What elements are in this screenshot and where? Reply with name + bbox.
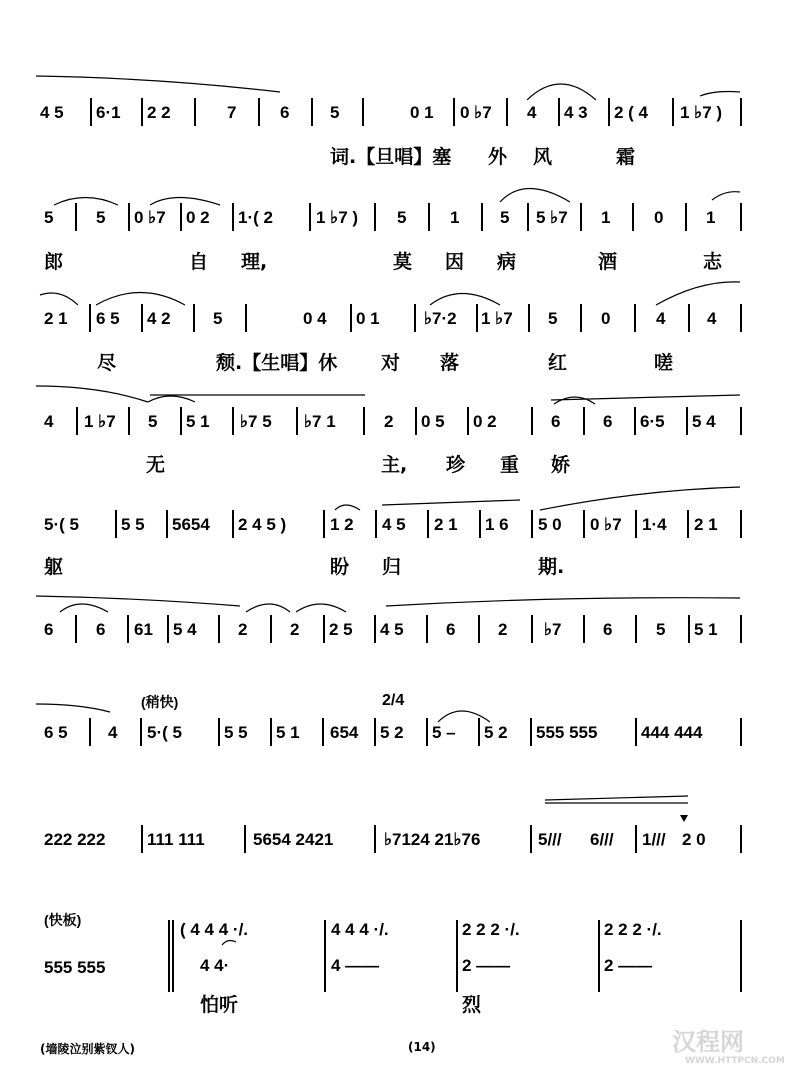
note-group: 5 bbox=[656, 620, 666, 639]
note-group: 6 bbox=[44, 620, 54, 639]
lyric: 理, bbox=[241, 251, 268, 273]
note-group: 555 555 bbox=[536, 723, 598, 742]
note-group: 1 ♭7 ) bbox=[680, 103, 723, 122]
note-group: 111 111 bbox=[147, 830, 205, 849]
time-signature: 2/4 bbox=[382, 692, 405, 709]
lyric: 红 bbox=[548, 352, 568, 374]
note-group: 5 – bbox=[432, 723, 456, 742]
note-group: 5 4 bbox=[692, 412, 716, 431]
note-group: 1 2 bbox=[330, 515, 354, 534]
page-number: (14) bbox=[408, 1040, 436, 1054]
note-group: 0 ♭7 bbox=[460, 103, 492, 122]
note-group: 5 bbox=[500, 208, 510, 227]
note-group: 1/// bbox=[642, 830, 666, 849]
lyric: 盼 bbox=[330, 556, 350, 578]
lyric: 无 bbox=[146, 454, 166, 476]
lyric: 烈 bbox=[462, 994, 482, 1016]
note-group: 2 2 2 ·/. bbox=[462, 920, 520, 939]
note-group: 0 1 bbox=[410, 103, 434, 122]
note-group: 6 bbox=[280, 103, 290, 122]
note-group: 5 5 bbox=[224, 723, 248, 742]
note-group: 1 bbox=[706, 208, 716, 227]
lyric: 期. bbox=[538, 556, 565, 578]
note-group: ♭7 5 bbox=[240, 412, 272, 431]
note-group: 0 ♭7 bbox=[590, 515, 622, 534]
note-group: 2 bbox=[290, 620, 300, 639]
lyric: 珍 bbox=[446, 454, 466, 476]
note-group: 4 4 4 ·/. bbox=[331, 920, 389, 939]
note-group: ( 4 4 4 ·/. bbox=[180, 920, 249, 939]
note-group: 2 2 bbox=[147, 103, 171, 122]
lyric: 嗟 bbox=[654, 352, 674, 374]
lyric: 颓.【生唱】休 bbox=[216, 352, 338, 374]
note-group: 5 bbox=[96, 208, 106, 227]
note-group: ♭7124 21♭76 bbox=[384, 830, 481, 849]
note-group: 5 bbox=[330, 103, 340, 122]
note-group: 444 444 bbox=[641, 723, 703, 742]
note-group: 6 bbox=[551, 412, 561, 431]
note-group: 2 bbox=[384, 412, 394, 431]
note-group: 2 bbox=[498, 620, 508, 639]
note-group: 0 2 bbox=[473, 412, 497, 431]
note-group: 2 ( 4 bbox=[614, 103, 649, 122]
lyric: 主, bbox=[381, 454, 408, 476]
note-group: 2 —— bbox=[462, 956, 511, 975]
note-group: 2 1 bbox=[694, 515, 718, 534]
note-group: 5 ♭7 bbox=[536, 208, 568, 227]
note-group: 5 2 bbox=[484, 723, 508, 742]
note-group: 4 bbox=[656, 309, 666, 328]
lyric: 酒 bbox=[598, 251, 618, 273]
note-group: 6 bbox=[96, 620, 106, 639]
note-group: 6·1 bbox=[96, 103, 121, 122]
note-group: 5 1 bbox=[186, 412, 210, 431]
note-group: 1 bbox=[450, 208, 460, 227]
lyric: 尽 bbox=[97, 352, 117, 374]
note-group: 5 bbox=[148, 412, 158, 431]
note-group: 6 bbox=[603, 412, 613, 431]
note-group: 1 ♭7 bbox=[481, 309, 513, 328]
note-group: 2 0 bbox=[682, 830, 706, 849]
tempo-marking: (快板) bbox=[44, 912, 82, 928]
note-group: 0 5 bbox=[421, 412, 445, 431]
note-group: 0 bbox=[601, 309, 611, 328]
note-group: 1·4 bbox=[642, 515, 667, 534]
note-group: 1·( 2 bbox=[238, 208, 273, 227]
note-group: 2 bbox=[238, 620, 248, 639]
note-group: 61 bbox=[134, 620, 153, 639]
note-group: 4 bbox=[527, 103, 537, 122]
note-group: 6·5 bbox=[640, 412, 665, 431]
lyric: 躯 bbox=[44, 556, 64, 578]
note-group: 555 555 bbox=[44, 958, 106, 977]
note-group: 1 6 bbox=[485, 515, 509, 534]
note-group: ♭7 1 bbox=[304, 412, 336, 431]
note-group: 654 bbox=[330, 723, 359, 742]
lyric: 郎 bbox=[44, 251, 64, 273]
note-group: 5·( 5 bbox=[44, 515, 79, 534]
note-group: 4 bbox=[44, 412, 54, 431]
note-group: 5 0 bbox=[538, 515, 562, 534]
note-group: 5 bbox=[44, 208, 54, 227]
note-group: 6 5 bbox=[96, 309, 120, 328]
lyric: 怕听 bbox=[200, 994, 239, 1016]
note-group: 6 5 bbox=[44, 723, 68, 742]
note-group: 0 4 bbox=[303, 309, 327, 328]
note-group: 4 5 bbox=[40, 103, 64, 122]
lyric: 自 bbox=[189, 251, 209, 273]
note-group: 5654 bbox=[172, 515, 210, 534]
note-group: 2 4 5 ) bbox=[238, 515, 287, 534]
note-group: 5 5 bbox=[121, 515, 145, 534]
note-group: 5654 2421 bbox=[253, 830, 334, 849]
note-group: 0 bbox=[654, 208, 664, 227]
note-group: ♭7·2 bbox=[424, 309, 457, 328]
note-group: 2 —— bbox=[604, 956, 653, 975]
note-group: 6/// bbox=[590, 830, 614, 849]
watermark-url: WWW.HTTPCN.COM bbox=[685, 1056, 785, 1066]
note-group: 7 bbox=[227, 103, 237, 122]
note-group: 5 bbox=[548, 309, 558, 328]
note-group: 0 2 bbox=[186, 208, 210, 227]
note-group: 1 ♭7 ) bbox=[316, 208, 359, 227]
note-group: 5 1 bbox=[276, 723, 300, 742]
note-group: 6 bbox=[446, 620, 456, 639]
note-group: 4 5 bbox=[380, 620, 404, 639]
note-group: 5 1 bbox=[694, 620, 718, 639]
note-group: 2 5 bbox=[329, 620, 353, 639]
note-group: 5 2 bbox=[380, 723, 404, 742]
note-group: 222 222 bbox=[44, 830, 106, 849]
note-group: 4 5 bbox=[382, 515, 406, 534]
lyric: 对 bbox=[381, 352, 401, 374]
note-group: 4 —— bbox=[331, 956, 380, 975]
note-group: 6 bbox=[603, 620, 613, 639]
note-group: 4 4· bbox=[200, 956, 230, 975]
note-group: 2 1 bbox=[44, 309, 68, 328]
footer-title: (墙陵泣别紫钗人) bbox=[40, 1042, 135, 1056]
lyric: 霜 bbox=[616, 146, 636, 168]
note-group: 2 1 bbox=[434, 515, 458, 534]
note-group: 1 ♭7 bbox=[84, 412, 116, 431]
note-group: 5·( 5 bbox=[147, 723, 182, 742]
lyric: 莫 bbox=[393, 251, 413, 273]
lyric: 外 bbox=[488, 146, 508, 168]
lyric: 因 bbox=[445, 251, 465, 273]
note-group: 5/// bbox=[538, 830, 562, 849]
lyric: 重 bbox=[500, 454, 520, 476]
note-group: ♭7 bbox=[544, 620, 562, 639]
watermark-logo: 汉程网 bbox=[672, 1028, 744, 1056]
lyric: 风 bbox=[533, 146, 553, 168]
note-group: 4 bbox=[108, 723, 118, 742]
tempo-marking: (稍快) bbox=[141, 694, 179, 710]
note-group: 5 4 bbox=[173, 620, 197, 639]
note-group: 4 2 bbox=[147, 309, 171, 328]
note-group: 5 bbox=[397, 208, 407, 227]
note-group: 1 bbox=[601, 208, 611, 227]
lyric: 落 bbox=[440, 352, 460, 374]
lyric: 志 bbox=[703, 251, 723, 273]
lyric: 病 bbox=[497, 251, 517, 273]
note-group: 0 1 bbox=[356, 309, 380, 328]
note-group: 2 2 2 ·/. bbox=[604, 920, 662, 939]
note-group: 5 bbox=[213, 309, 223, 328]
lyric: 娇 bbox=[551, 454, 571, 476]
lyric: 词.【旦唱】塞 bbox=[330, 146, 452, 168]
lyric: 归 bbox=[382, 556, 402, 578]
note-group: 4 bbox=[707, 309, 717, 328]
note-group: 0 ♭7 bbox=[134, 208, 166, 227]
note-group: 4 3 bbox=[564, 103, 588, 122]
